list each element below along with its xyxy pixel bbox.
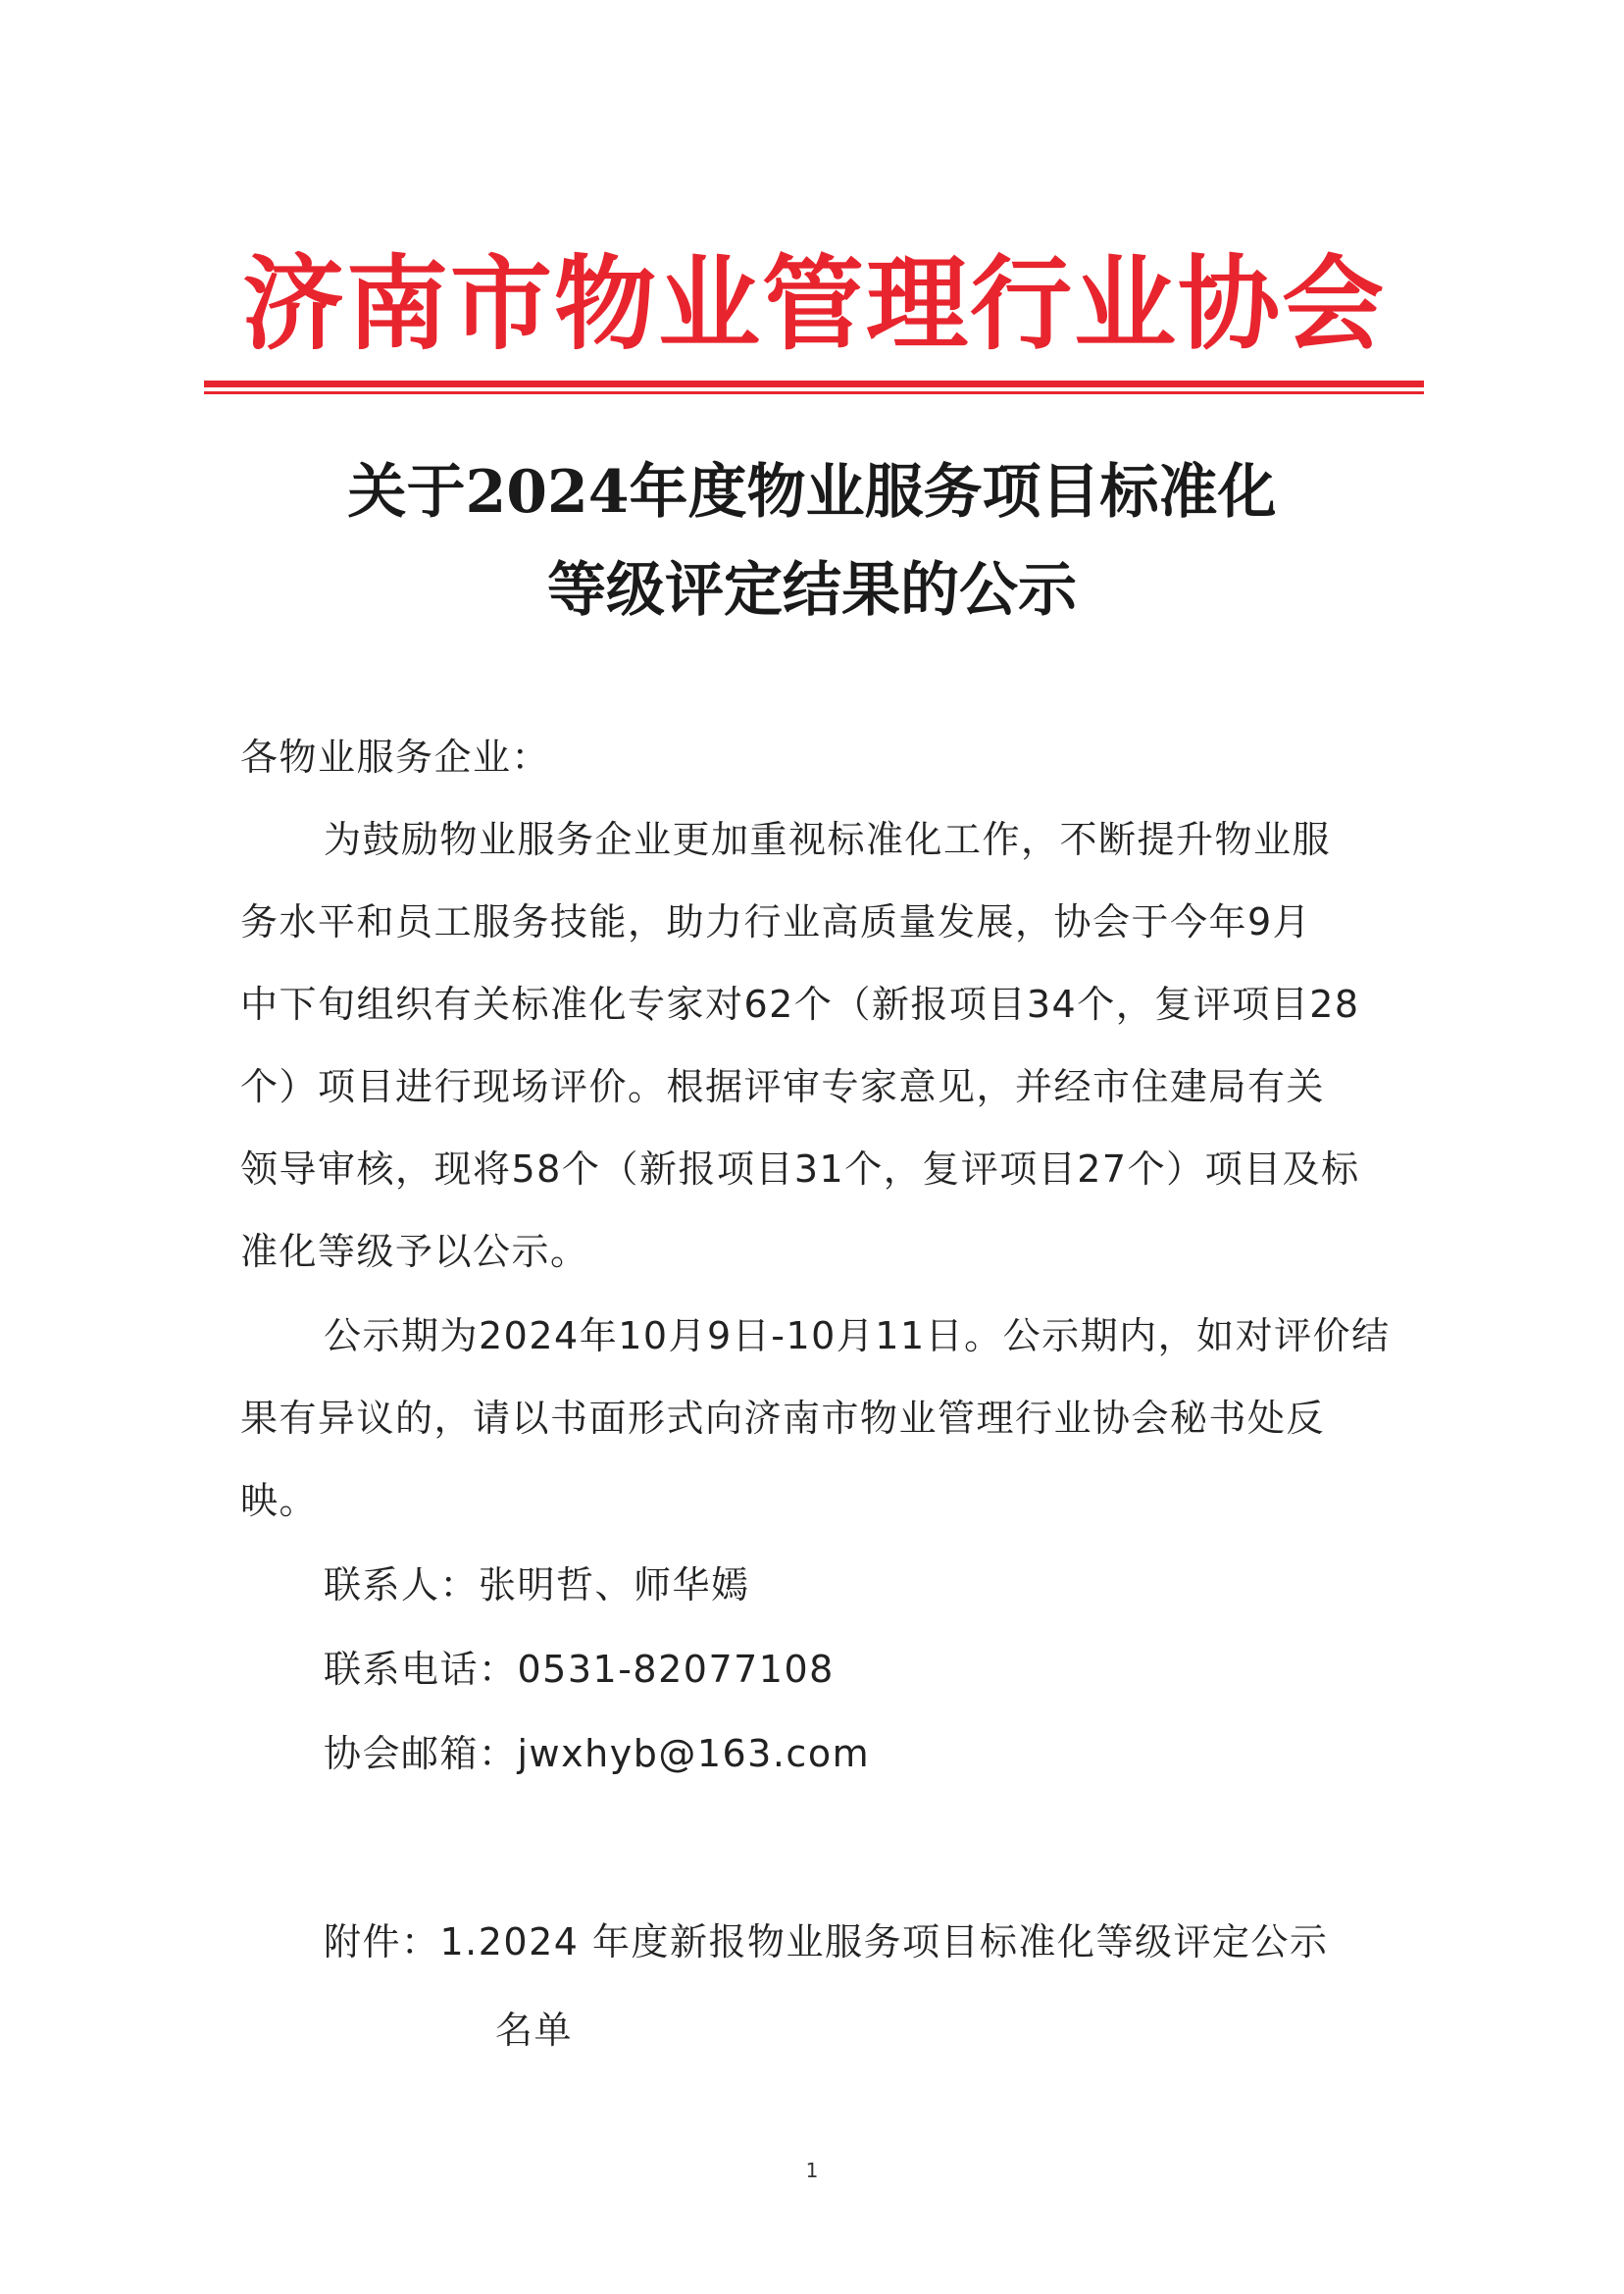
- paragraph-2-line: 公示期为2024年10月9日-10月11日。公示期内，如对评价结: [324, 1314, 1391, 1357]
- red-divider-thin: [204, 391, 1424, 394]
- salutation: 各物业服务企业：: [240, 736, 551, 779]
- contact-person: 联系人：张明哲、师华嫣: [324, 1563, 750, 1606]
- organization-masthead: 济南市物业管理行业协会: [241, 243, 1386, 364]
- page-number: 1: [805, 2159, 819, 2182]
- paragraph-1-line: 领导审核，现将58个（新报项目31个，复评项目27个）项目及标: [240, 1147, 1360, 1191]
- attachment-line-2: 名单: [495, 2009, 574, 2052]
- contact-email: 协会邮箱：jwxhyb@163.com: [324, 1732, 871, 1775]
- paragraph-1-line: 准化等级予以公示。: [240, 1230, 589, 1273]
- paragraph-1-line: 务水平和员工服务技能，助力行业高质量发展，协会于今年9月: [240, 900, 1312, 943]
- red-divider-thick: [204, 381, 1424, 387]
- paragraph-1-line: 为鼓励物业服务企业更加重视标准化工作，不断提升物业服: [324, 818, 1332, 861]
- contact-phone: 联系电话：0531-82077108: [324, 1648, 835, 1691]
- document-title-line-2: 等级评定结果的公示: [547, 556, 1077, 625]
- document-title-line-1: 关于2024年度物业服务项目标准化: [347, 458, 1277, 527]
- attachment-line-1: 附件：1.2024 年度新报物业服务项目标准化等级评定公示: [324, 1920, 1329, 1963]
- paragraph-2-line: 映。: [240, 1479, 319, 1522]
- paragraph-2-line: 果有异议的，请以书面形式向济南市物业管理行业协会秘书处反: [240, 1397, 1326, 1440]
- paragraph-1-line: 中下旬组织有关标准化专家对62个（新报项目34个，复评项目28: [240, 983, 1360, 1026]
- paragraph-1-line: 个）项目进行现场评价。根据评审专家意见，并经市住建局有关: [240, 1065, 1326, 1108]
